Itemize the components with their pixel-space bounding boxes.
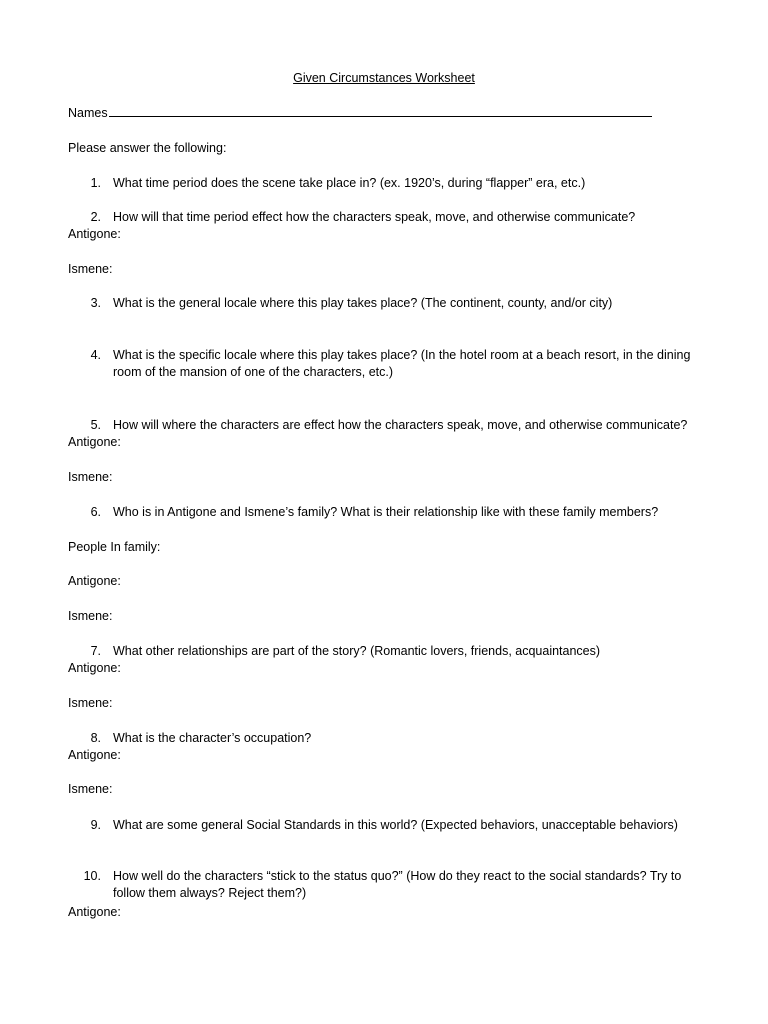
question-text: How well do the characters “stick to the status quo?” (How do they react to the social standards? Try to follow them always? Reject them?) [113, 869, 682, 900]
question-number: 2. [90, 210, 101, 224]
ismene-label: Ismene: [68, 609, 113, 623]
antigone-label: Antigone: [68, 905, 121, 919]
question-number: 4. [90, 348, 101, 362]
antigone-label: Antigone: [68, 227, 121, 241]
question-number: 7. [90, 644, 101, 658]
question-text: How will where the characters are effect how the characters speak, move, and otherwise communicate? [113, 418, 688, 432]
ismene-label: Ismene: [68, 696, 113, 710]
question-text: What is the general locale where this play takes place? (The continent, county, and/or city) [113, 296, 613, 310]
question-number: 8. [90, 731, 101, 745]
antigone-label: Antigone: [68, 661, 121, 675]
names-label: Names [68, 106, 108, 120]
antigone-label: Antigone: [68, 748, 121, 762]
question-number: 9. [90, 818, 101, 832]
ismene-label: Ismene: [68, 470, 113, 484]
question-text: What time period does the scene take place in? (ex. 1920’s, during “flapper” era, etc.) [113, 176, 586, 190]
worksheet-title: Given Circumstances Worksheet [293, 71, 475, 85]
antigone-label: Antigone: [68, 574, 121, 588]
question-number: 10. [83, 869, 101, 883]
question-number: 5. [90, 418, 101, 432]
question-text: Who is in Antigone and Ismene’s family? What is their relationship like with these family members? [113, 505, 659, 519]
question-text: What other relationships are part of the story? (Romantic lovers, friends, acquaintances) [113, 644, 601, 658]
question-text: What is the specific locale where this play takes place? (In the hotel room at a beach resort, in the dining room of the mansion of one of the characters, etc.) [113, 348, 691, 379]
people-in-family-label: People In family: [68, 540, 161, 554]
antigone-label: Antigone: [68, 435, 121, 449]
ismene-label: Ismene: [68, 782, 113, 796]
instructions: Please answer the following: [68, 141, 227, 155]
names-blank-line [109, 105, 652, 117]
names-row [68, 105, 652, 121]
question-text: What are some general Social Standards in this world? (Expected behaviors, unacceptable behaviors) [113, 818, 678, 832]
question-number: 3. [90, 296, 101, 310]
question-number: 1. [90, 176, 101, 190]
question-text: How will that time period effect how the characters speak, move, and otherwise communicate? [113, 210, 636, 224]
ismene-label: Ismene: [68, 262, 113, 276]
question-number: 6. [90, 505, 101, 519]
question-text: What is the character’s occupation? [113, 731, 312, 745]
